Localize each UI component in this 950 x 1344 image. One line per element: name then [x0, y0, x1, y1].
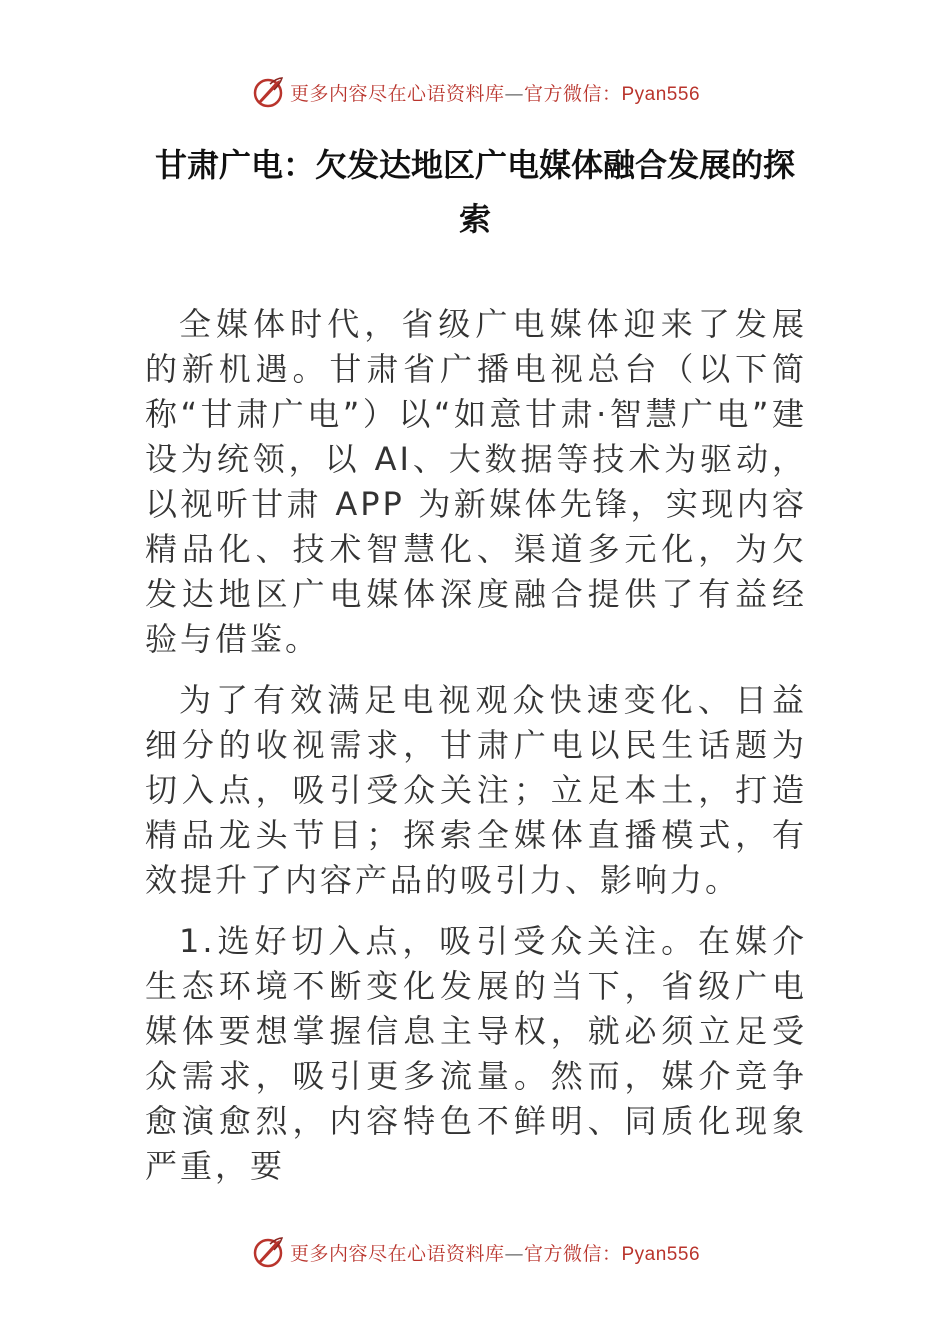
- banner-wechat-id: Pyan556: [621, 1243, 701, 1265]
- footer-banner: [0, 1232, 950, 1272]
- article-title: 甘肃广电：欠发达地区广电媒体融合发展的探索: [154, 146, 795, 238]
- article-paragraph: 为了有效满足电视观众快速变化、日益细分的收视需求，甘肃广电以民生话题为切入点，吸引受众关注；立足本土，打造精品龙头节目；探索全媒体直播模式，有效提升了内容产品的吸引力、影响力。: [145, 681, 807, 899]
- banner-slogan: 更多内容尽在心语资料库: [289, 1242, 505, 1265]
- article-paragraph: 全媒体时代，省级广电媒体迎来了发展的新机遇。甘肃省广播电视总台（以下简称“甘肃广电”）以“如意甘肃·智慧广电”建设为统领，以 AI、大数据等技术为驱动，以视听甘肃 APP 为新媒体先锋，实现内容精品化、技术智慧化、渠道多元化，为欠发达地区广电媒体深度融合提供了有益经验与借鉴。: [145, 305, 807, 658]
- article-paragraph: 1.选好切入点，吸引受众关注。在媒介生态环境不断变化发展的当下，省级广电媒体要想掌握信息主导权，就必须立足受众需求，吸引更多流量。然而，媒介竞争愈演愈烈，内容特色不鲜明、同质化现象严重，要: [145, 922, 807, 1185]
- quill-pen-icon: [250, 1234, 286, 1270]
- banner-text: [290, 1239, 700, 1266]
- article-body: [145, 302, 807, 1205]
- banner-slogan: 更多内容尽在心语资料库: [289, 82, 505, 105]
- banner-wechat-id: Pyan556: [621, 83, 701, 105]
- banner-text: [290, 79, 700, 106]
- banner-wechat-label: 官方微信：: [523, 82, 622, 105]
- banner-wechat-label: 官方微信：: [523, 1242, 622, 1265]
- banner-separator: —: [504, 82, 524, 105]
- header-banner: [0, 72, 950, 112]
- quill-pen-icon: [250, 74, 286, 110]
- banner-separator: —: [504, 1242, 524, 1265]
